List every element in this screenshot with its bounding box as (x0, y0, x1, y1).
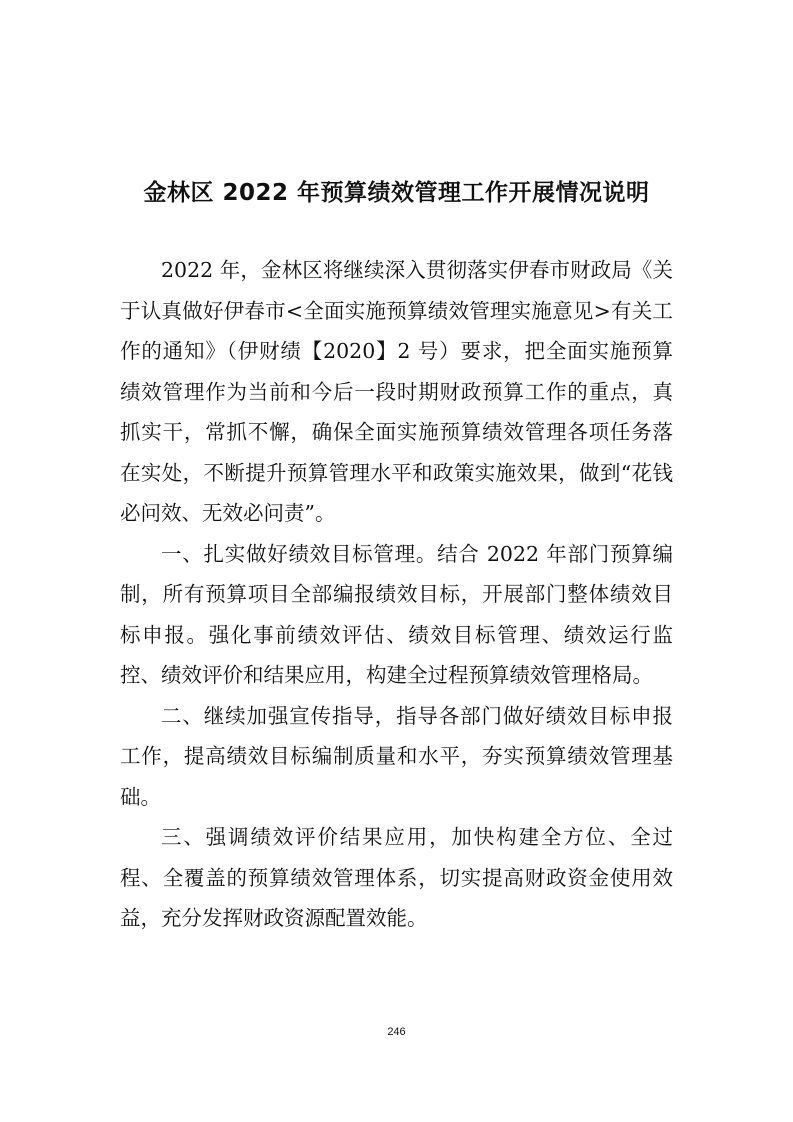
document-title: 金林区 2022 年预算绩效管理工作开展情况说明 (143, 180, 650, 206)
page-number: 246 (387, 1026, 406, 1038)
paragraph-item-1: 一、扎实做好绩效目标管理。结合 2022 年部门预算编制，所有预算项目全部编报绩效目标，开展部门整体绩效目标申报。强化事前绩效评估、绩效目标管理、绩效运行监控、绩效评价和结果应用，构建全过程预算绩效管理格局。 (120, 541, 673, 687)
document-body (120, 250, 673, 939)
paragraph-item-2: 二、继续加强宣传指导，指导各部门做好绩效目标申报工作，提高绩效目标编制质量和水平，夯实预算绩效管理基础。 (120, 703, 673, 809)
paragraph-intro: 2022 年，金林区将继续深入贯彻落实伊春市财政局《关于认真做好伊春市<全面实施预算绩效管理实施意见>有关工作的通知》（伊财绩【2020】2 号）要求，把全面实施预算绩效管理作为当前和今后一段时期财政预算工作的重点，真抓实干，常抓不懈，确保全面实施预算绩效管理各项任务落在实处，不断提升预算管理水平和政策实施效果，做到“花钱必问效、无效必问责”。 (120, 258, 673, 525)
paragraph-item-3: 三、强调绩效评价结果应用，加快构建全方位、全过程、全覆盖的预算绩效管理体系，切实提高财政资金使用效益，充分发挥财政资源配置效能。 (120, 825, 673, 930)
